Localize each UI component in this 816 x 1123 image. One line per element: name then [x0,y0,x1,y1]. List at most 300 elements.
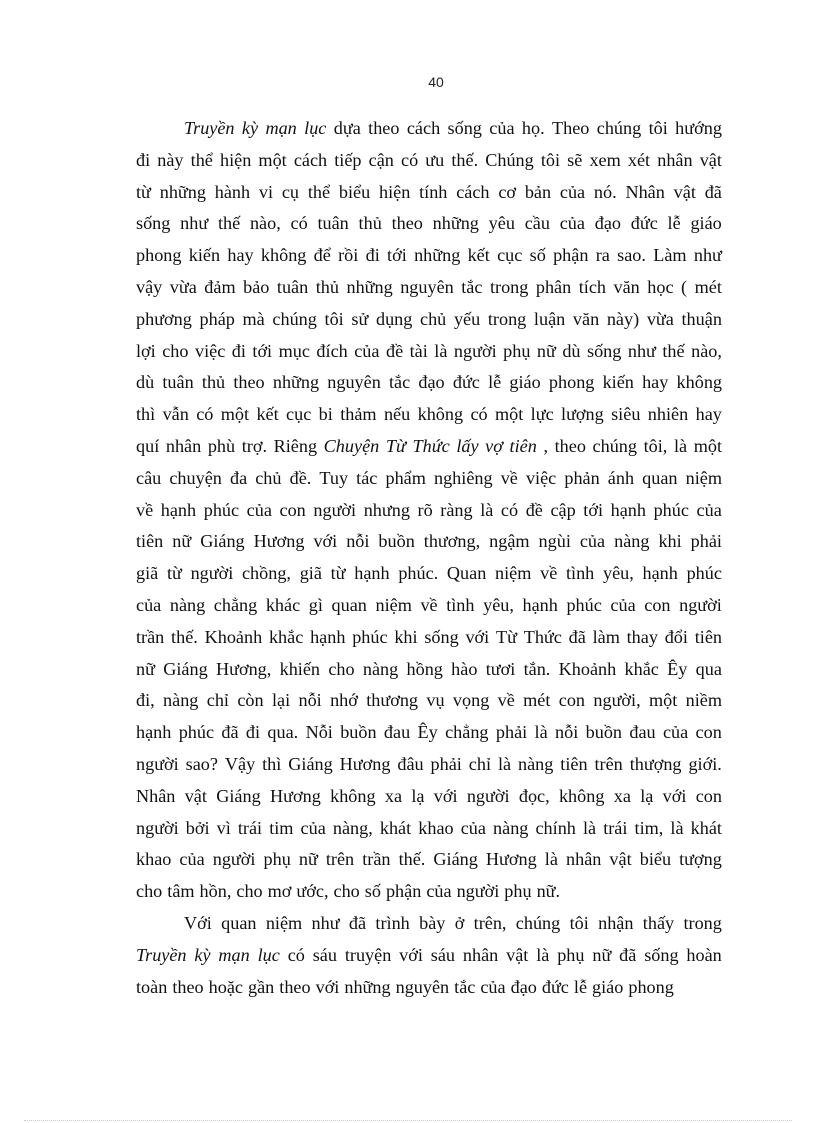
word: không [558,785,605,806]
word: Vậy [224,753,256,774]
word: là [434,340,448,361]
word: con [695,722,722,743]
word: tắn. [523,658,551,679]
word: có [290,213,308,234]
word: theo [368,118,400,138]
word: đích [316,340,348,361]
word: biểu [639,849,672,870]
word: của [559,213,585,234]
word: ước, [296,881,329,902]
italic-word: Truyền [136,944,187,965]
word: chính [535,817,576,838]
word: buồn [585,722,622,743]
word: phúc [352,626,388,647]
word: tiên [560,753,588,774]
word: đảm [204,276,236,297]
word: đã [619,944,637,965]
word: buồn [378,531,415,552]
word: tuân [317,213,349,234]
word: cục [497,245,523,266]
word: những [272,372,320,393]
word: chủ [420,308,447,329]
word: Hương [485,849,537,870]
word: sẽ [567,149,583,170]
word: vừa [646,308,674,329]
word: đi [245,722,261,743]
word: vẫn [162,404,189,425]
word: học [647,276,674,297]
word: nỗi [346,531,370,552]
word: người [466,785,510,806]
word: của [696,499,722,520]
word: niệm [495,563,532,584]
word: quan [221,912,257,933]
word: số [364,881,381,902]
word: lại [271,690,291,711]
word: thương [366,690,419,711]
word: người [679,594,722,615]
word: thế. [451,149,479,170]
word: tôi [569,912,589,933]
word: phong [548,372,595,393]
word: chủ [255,467,282,488]
word: với [313,531,338,552]
word: hay [227,245,254,266]
text-line [136,145,722,177]
word: Tuy [319,467,349,488]
word: pháp [199,308,235,329]
word: người [313,499,357,520]
word: sáu [430,944,456,965]
word: tính [419,181,448,202]
word: niệm [685,467,722,488]
word: siêu [611,404,641,425]
word: tắc [389,372,411,393]
word: ở [454,912,465,933]
italic-word: mạn [218,944,250,965]
word: của [300,817,326,838]
text-line [136,304,722,336]
word: nào, [249,213,281,234]
word: dựa [333,118,361,138]
word: khi [658,531,682,552]
word: nữ [536,340,556,361]
word: văn [572,308,600,329]
word: đa [229,467,248,488]
word: phụ [263,849,291,870]
word: đức [630,213,658,234]
word: tim [269,817,294,838]
word: tới [583,499,604,520]
word: khác [265,594,301,615]
word: những [414,245,461,266]
word: hạnh [160,499,197,520]
word: đã [221,722,239,743]
word: một [648,690,678,711]
text-line [136,940,722,972]
word: khát [379,817,412,838]
word: quan [331,594,367,615]
word: thì [136,404,156,425]
word: hoặc [208,976,243,997]
word: thương, [423,531,481,552]
word: ngùi [538,531,571,552]
word: thượng [629,753,682,774]
word: sống [587,340,622,361]
word: toàn [136,976,168,997]
word: người, [593,690,641,711]
word: có [500,499,519,520]
word: sử [351,308,369,329]
word: nàng [493,817,529,838]
word: giới. [688,753,722,774]
word: có [401,149,419,170]
word: Riêng [273,435,318,456]
word: chúng [596,118,642,138]
word: kết [256,404,279,425]
word: tình [565,563,595,584]
word: tượng [679,849,722,870]
word: với [399,944,423,965]
word: ràng [440,499,473,520]
word: hiện [378,181,411,202]
word: phụ [504,881,532,902]
word: thấy [642,912,675,933]
word: hạnh [642,563,678,584]
word: đau [629,722,656,743]
word: cho [333,881,360,902]
word: nhiên [647,404,689,425]
word: xa [613,785,631,806]
word: chồng, [241,563,291,584]
word: buồn [340,722,377,743]
word: có [287,944,305,965]
word: nỗi [298,690,322,711]
word: vật [506,944,529,965]
word: tôi [648,118,668,138]
word: phúc [178,722,215,743]
word: đề [525,499,543,520]
word: , [543,435,548,456]
italic-word: Thức [412,435,450,456]
word: thủ [315,276,339,297]
word: trong [683,912,722,933]
word: một [494,404,524,425]
word: hồng [406,658,443,679]
word: nữ. [536,881,561,902]
word: nữ [298,849,318,870]
word: có [196,404,214,425]
word: sống [424,626,459,647]
word: Quan [446,563,487,584]
word: như [311,912,340,933]
word: về [500,467,518,488]
word: không [260,245,307,266]
word: gì [308,594,323,615]
word: kiến [602,372,634,393]
word: thế. [171,626,198,647]
word: cho [328,658,355,679]
word: tới [252,340,273,361]
word: đi [365,245,380,266]
word: trong [489,276,529,297]
word: như [693,245,722,266]
word: Giáng [163,658,208,679]
word: lễ [667,213,681,234]
word: Chúng [485,149,534,170]
word: tươi [485,658,516,679]
word: trần [362,849,391,870]
word: sống [644,944,679,965]
word: tắc [461,276,483,297]
word: phúc. [398,563,439,584]
word: tiếp [334,149,362,170]
word: sao? [185,753,218,774]
word: là [534,722,548,743]
word: hồn, [199,881,232,902]
word: là [536,944,550,965]
word: phong [628,976,674,997]
word: nàng, [332,817,373,838]
word: cận [368,149,394,170]
word: chúng [592,435,637,456]
word: tâm [167,881,195,902]
word: tiên [136,531,164,552]
text-line [136,622,722,654]
word: vậy [136,276,163,297]
word: trên [594,753,623,774]
word: có [470,404,488,425]
word: sao. [617,245,646,266]
word: khi [394,626,418,647]
word: con [644,594,671,615]
text-line [136,590,722,622]
word: phận [553,245,589,266]
word: cục [286,404,312,425]
word: về [420,594,438,615]
word: với [315,976,340,997]
word: đi, [136,690,155,711]
text-line [136,876,722,908]
word: cách [456,181,490,202]
italic-word: tiên [509,435,537,456]
word: trên, [473,912,507,933]
word: lạ [411,785,425,806]
word: mà [242,308,265,329]
word: giáo [592,976,624,997]
word: thể [307,181,331,202]
word: nó. [593,181,617,202]
italic-word: mạn [265,118,297,138]
page-bottom-border [24,1120,792,1121]
word: vật [673,181,696,202]
word: chúng [515,912,561,933]
text-line [136,208,722,240]
italic-word: vợ [485,435,503,456]
word: niệm [375,594,412,615]
word: để [313,245,331,266]
word: Nhân [625,181,665,202]
word: hạnh [136,722,172,743]
word: người [212,849,256,870]
word: giã [136,563,159,584]
word: nàng [614,531,650,552]
word: đau [383,722,411,743]
word: thủ [358,213,382,234]
word: Giáng [216,785,261,806]
word: vừa [169,276,197,297]
word: tôi [324,308,344,329]
word: ( [681,276,688,297]
word: phù [207,435,236,456]
word: trần [136,626,165,647]
word: của [354,340,380,361]
word: tim, [634,817,664,838]
word: nhân [657,149,693,170]
text-line [136,749,722,781]
word: đạo [594,213,621,234]
word: lượng [561,404,604,425]
word: Giáng [288,753,333,774]
word: xa [384,785,403,806]
word: của [179,849,205,870]
word: cho [136,881,163,902]
text-line [136,685,722,717]
text-line [136,272,722,304]
text-line [136,336,722,368]
word: cho [162,340,189,361]
word: cách [406,118,441,138]
word: đâu [397,753,424,774]
word: nàng [169,594,206,615]
word: thảm [340,404,377,425]
word: phương [136,308,192,329]
word: một [693,435,722,456]
word: không [676,372,722,393]
word: lễ [488,372,502,393]
word: của [480,976,506,997]
word: Từ [495,626,517,647]
word: trong [487,308,527,329]
word: Nhân [136,785,176,806]
word: biểu [338,181,371,202]
word: từ [136,181,151,202]
word: tôi, [643,435,668,456]
word: tác [356,467,378,488]
word: giáo [509,372,541,393]
text-line [136,908,722,940]
word: phụ [557,944,585,965]
word: Hương [269,785,321,806]
text-line [136,177,722,209]
word: hay [695,404,722,425]
word: nỗi [555,722,579,743]
word: truyện [344,944,392,965]
word: người [136,753,179,774]
word: đạo [418,372,445,393]
word: theo [554,435,586,456]
word: vì [216,817,231,838]
word: dụng [375,308,413,329]
word: phong [136,245,182,266]
word: sống [136,213,171,234]
word: vọng [452,690,490,711]
word: rồi [338,245,359,266]
word: những [346,276,393,297]
word: của [460,817,486,838]
word: thế [217,213,241,234]
word: đổi [664,626,688,647]
word: vật [184,785,207,806]
word: Khoảnh [204,626,263,647]
word: nếu [383,404,411,425]
word: nào, [691,340,722,361]
word: Giáng [200,531,245,552]
word: tiên [694,626,722,647]
word: đã [704,181,722,202]
word: nguyên [395,976,450,997]
word: con [558,690,586,711]
word: Hương [339,753,391,774]
word: lực [530,404,554,425]
word: chuyện [169,467,222,488]
word: này) [606,308,640,329]
word: nhân [462,944,499,965]
word: vụ [426,690,445,711]
word: phản [564,467,600,488]
word: ánh [607,467,635,488]
word: xét [627,149,651,170]
word: nhận [598,912,634,933]
word: hướng [675,118,722,138]
word: theo [391,213,423,234]
text-line [136,558,722,590]
word: này [157,149,184,170]
word: việc [525,467,557,488]
word: khắc [624,658,659,679]
word: vật [609,849,632,870]
word: bày [419,912,446,933]
text-line [136,526,722,558]
text-line [136,781,722,813]
word: qua [695,658,722,679]
word: văn [613,276,640,297]
word: yêu [488,213,515,234]
word: trợ. [241,435,267,456]
word: của [662,722,689,743]
word: Hương, [215,658,272,679]
text-line [136,367,722,399]
word: yêu, [483,594,514,615]
word: vi [258,181,274,202]
word: là [497,753,512,774]
word: chỉ [468,753,492,774]
word: bi [318,404,333,425]
word: trên [325,849,355,870]
word: mục [278,340,310,361]
word: phúc [203,499,240,520]
word: đã [568,626,586,647]
word: hạnh [610,499,646,520]
word: gần [248,976,275,997]
word: phụ [503,340,531,361]
word: về [136,499,154,520]
word: còn [237,690,264,711]
word: với [433,785,458,806]
word: Khoảnh [558,658,617,679]
word: là [582,817,597,838]
word: quí [136,435,160,456]
